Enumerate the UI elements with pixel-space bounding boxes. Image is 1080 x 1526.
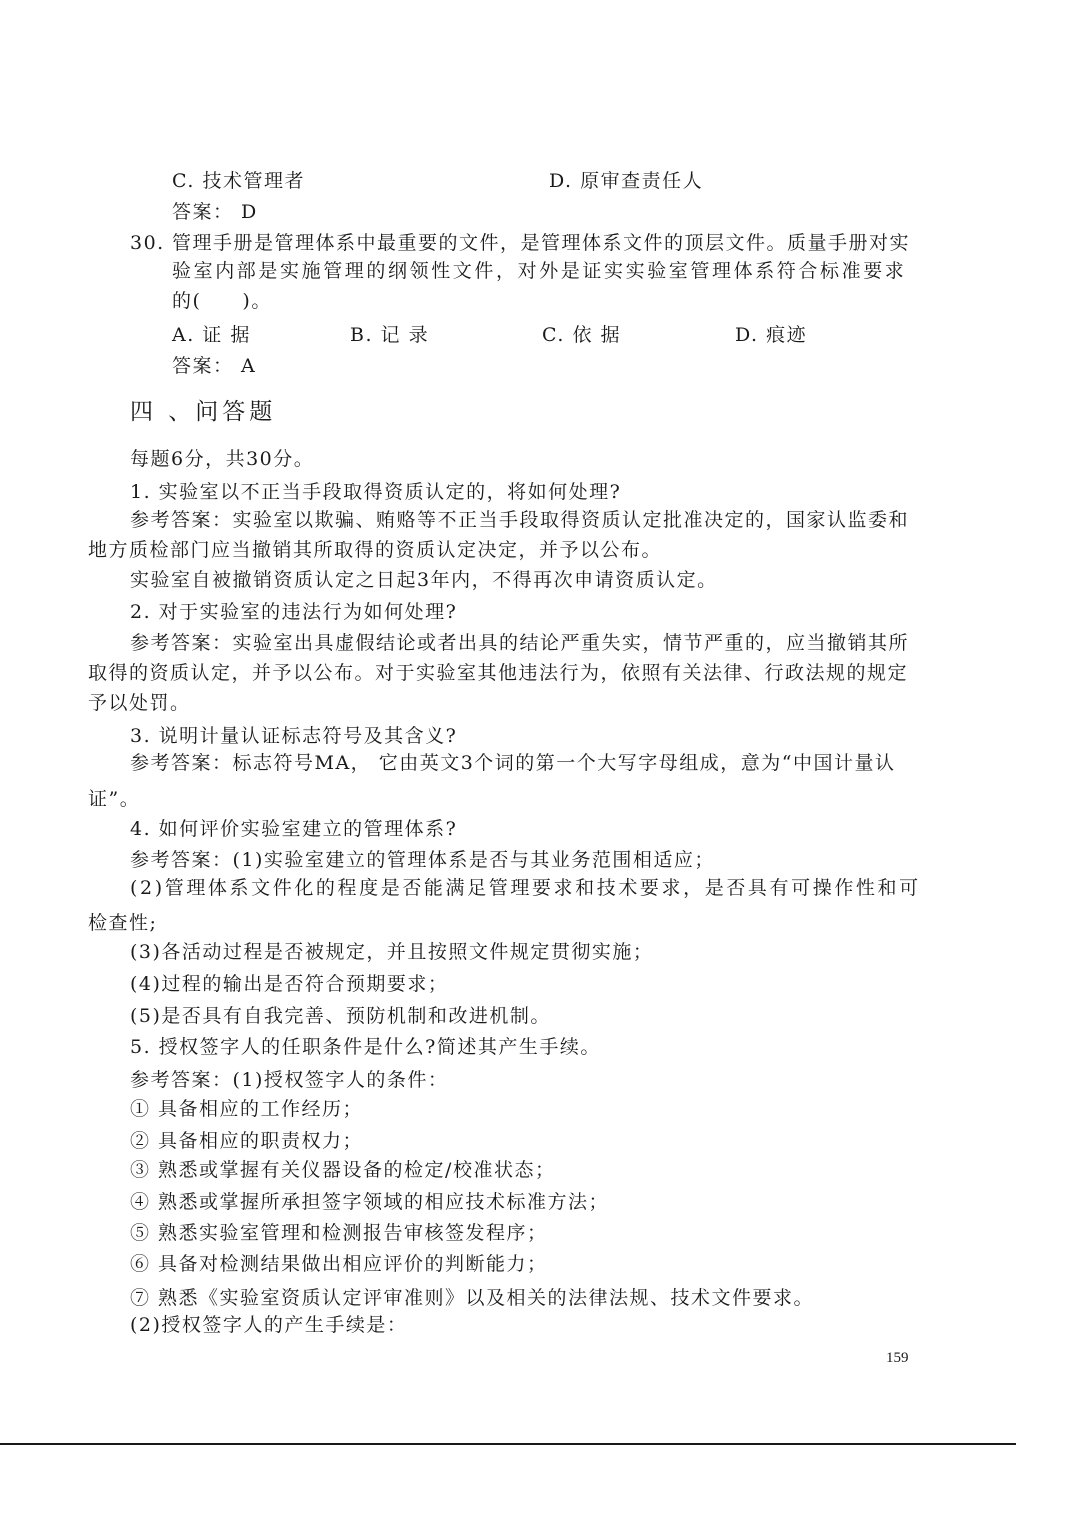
question-5: 5. 授权签字人的任职条件是什么?简述其产生手续。 — [130, 1036, 601, 1058]
answer-3-line-1: 参考答案：标志符号MA， 它由英文3个词的第一个大写字母组成，意为“中国计量认 — [130, 752, 896, 774]
q30-option-d: D. 痕迹 — [735, 324, 808, 346]
page-number: 159 — [886, 1350, 909, 1366]
answer-2-line-2: 取得的资质认定，并予以公布。对于实验室其他违法行为，依照有关法律、行政法规的规定 — [88, 662, 909, 684]
q29-answer: 答案： D — [172, 201, 258, 223]
answer-1-line-3: 实验室自被撤销资质认定之日起3年内，不得再次申请资质认定。 — [130, 569, 718, 591]
answer-1-line-2: 地方质检部门应当撤销其所取得的资质认定决定，并予以公布。 — [88, 539, 663, 561]
answer-5-line-1: 参考答案：(1)授权签字人的条件： — [130, 1069, 449, 1091]
q30-option-c: C. 依 据 — [542, 324, 621, 346]
question-2: 2. 对于实验室的违法行为如何处理? — [130, 601, 458, 623]
q30-text-line-2: 验室内部是实施管理的纲领性文件，对外是证实实验室管理体系符合标准要求 — [172, 260, 907, 282]
q30-option-a: A. 证 据 — [172, 324, 251, 346]
q30-text-line-1: 管理手册是管理体系中最重要的文件，是管理体系文件的顶层文件。质量手册对实 — [172, 232, 911, 254]
answer-1-line-1: 参考答案：实验室以欺骗、贿赂等不正当手段取得资质认定批准决定的，国家认监委和 — [130, 509, 910, 531]
answer-4-line-3: 检查性; — [88, 912, 158, 934]
answer-5-line-4: ③ 熟悉或掌握有关仪器设备的检定/校准状态； — [130, 1159, 556, 1181]
answer-5-line-2: ① 具备相应的工作经历； — [130, 1098, 364, 1120]
question-3: 3. 说明计量认证标志符号及其含义? — [130, 725, 458, 747]
section-title: 四 、问答题 — [130, 399, 277, 425]
q30-number: 30. — [130, 232, 165, 254]
answer-2-line-1: 参考答案：实验室出具虚假结论或者出具的结论严重失实，情节严重的，应当撤销其所 — [130, 632, 910, 654]
answer-2-line-3: 予以处罚。 — [88, 692, 191, 714]
answer-5-line-8: ⑦ 熟悉《实验室资质认定评审准则》以及相关的法律法规、技术文件要求。 — [130, 1287, 815, 1309]
q29-option-d: D. 原审查责任人 — [549, 170, 704, 192]
answer-4-line-6: (5)是否具有自我完善、预防机制和改进机制。 — [130, 1005, 551, 1027]
answer-5-line-5: ④ 熟悉或掌握所承担签字领域的相应技术标准方法； — [130, 1191, 610, 1213]
answer-3-line-2: 证”。 — [88, 788, 141, 810]
answer-4-line-4: (3)各活动过程是否被规定，并且按照文件规定贯彻实施； — [130, 941, 654, 963]
answer-5-line-9: (2)授权签字人的产生手续是： — [130, 1314, 408, 1336]
question-4: 4. 如何评价实验室建立的管理体系? — [130, 818, 458, 840]
q30-answer: 答案： A — [172, 355, 257, 377]
answer-4-line-1: 参考答案：(1)实验室建立的管理体系是否与其业务范围相适应； — [130, 849, 715, 871]
answer-4-line-2: (2)管理体系文件化的程度是否能满足管理要求和技术要求，是否具有可操作性和可 — [130, 877, 921, 899]
answer-4-line-5: (4)过程的输出是否符合预期要求； — [130, 973, 449, 995]
section-intro: 每题6分，共30分。 — [130, 448, 315, 470]
q30-option-b: B. 记 录 — [350, 324, 430, 346]
q30-text-line-3: 的( )。 — [172, 290, 272, 312]
answer-5-line-6: ⑤ 熟悉实验室管理和检测报告审核签发程序； — [130, 1222, 548, 1244]
answer-5-line-7: ⑥ 具备对检测结果做出相应评价的判断能力； — [130, 1253, 548, 1275]
q29-option-c: C. 技术管理者 — [172, 170, 305, 192]
bottom-rule — [0, 1443, 1016, 1445]
question-1: 1. 实验室以不正当手段取得资质认定的，将如何处理? — [130, 481, 622, 503]
answer-5-line-3: ② 具备相应的职责权力； — [130, 1130, 364, 1152]
